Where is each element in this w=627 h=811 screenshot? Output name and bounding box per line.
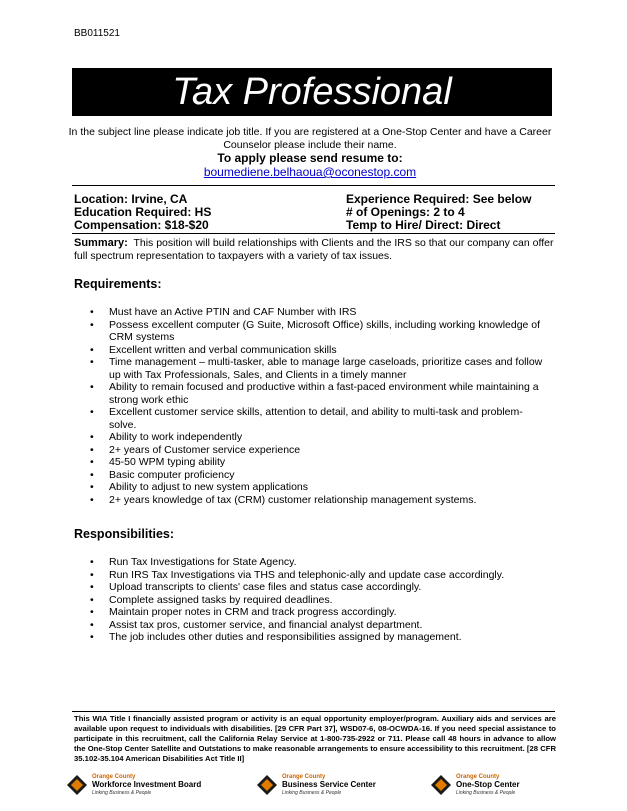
list-item: • Ability to remain focused and productive within a fast-paced environment while maintaining a strong work ethic bbox=[90, 381, 550, 406]
list-item: • 2+ years of Customer service experience bbox=[90, 444, 550, 457]
summary bbox=[74, 237, 554, 263]
divider bbox=[72, 711, 555, 712]
logo-line-2: Business Service Center bbox=[282, 780, 376, 789]
logo-tagline: Linking Business & People bbox=[456, 790, 516, 796]
title-banner bbox=[72, 68, 552, 116]
logo-tagline: Linking Business & People bbox=[282, 790, 342, 796]
list-item: • Run IRS Tax Investigations via THS and telephonic-ally and update case accordingly. bbox=[90, 569, 550, 582]
list-item: • Complete assigned tasks by required deadlines. bbox=[90, 594, 550, 607]
logo-one-stop-center bbox=[430, 772, 520, 798]
document-id: BB011521 bbox=[74, 28, 120, 39]
requirements-heading: Requirements: bbox=[74, 277, 162, 291]
list-item: • The job includes other duties and responsibilities assigned by management. bbox=[90, 631, 550, 644]
list-item: • Ability to work independently bbox=[90, 431, 550, 444]
list-item: • Maintain proper notes in CRM and track progress accordingly. bbox=[90, 606, 550, 619]
apply-email-link[interactable]: boumediene.belhaoua@oconestop.com bbox=[203, 165, 417, 179]
hire-type: Temp to Hire/ Direct: Direct bbox=[346, 218, 501, 232]
list-item: • Must have an Active PTIN and CAF Number with IRS bbox=[90, 306, 550, 319]
oc-logo-icon bbox=[66, 774, 88, 796]
responsibilities-list bbox=[90, 556, 550, 644]
list-item: • Upload transcripts to clients' case files and status case accordingly. bbox=[90, 581, 550, 594]
list-item: • 45-50 WPM typing ability bbox=[90, 456, 550, 469]
oc-logo-icon bbox=[430, 774, 452, 796]
list-item: • Excellent written and verbal communication skills bbox=[90, 344, 550, 357]
oc-logo-icon bbox=[256, 774, 278, 796]
list-item: • Run Tax Investigations for State Agency. bbox=[90, 556, 550, 569]
logo-business-service-center bbox=[256, 772, 376, 798]
divider bbox=[72, 185, 555, 186]
list-item: • Basic computer proficiency bbox=[90, 469, 550, 482]
divider bbox=[72, 233, 555, 234]
logo-line-1: Orange County bbox=[282, 774, 326, 780]
logo-line-2: Workforce Investment Board bbox=[92, 780, 202, 789]
logo-line-2: One-Stop Center bbox=[456, 780, 520, 789]
experience-required: Experience Required: See below bbox=[346, 192, 532, 206]
logo-tagline: Linking Business & People bbox=[92, 790, 152, 796]
logo-line-1: Orange County bbox=[456, 774, 500, 780]
compensation: Compensation: $18-$20 bbox=[74, 218, 209, 232]
list-item: • Time management – multi-tasker, able to manage large caseloads, prioritize cases and follow up with Tax Professionals, Sales, and Clients in a timely manner bbox=[90, 356, 550, 381]
intro-text: In the subject line please indicate job title. If you are registered at a One-Stop Center and have a Career Counselor please include their name. bbox=[68, 126, 552, 151]
education-required: Education Required: HS bbox=[74, 205, 212, 219]
list-item: • Excellent customer service skills, attention to detail, and ability to multi-task and problem-solve. bbox=[90, 406, 550, 431]
summary-label: Summary: bbox=[74, 237, 128, 249]
requirements-list bbox=[90, 306, 550, 506]
list-item: • Possess excellent computer (G Suite, Microsoft Office) skills, including working knowledge of CRM systems bbox=[90, 319, 550, 344]
logo-workforce-investment-board bbox=[66, 772, 201, 798]
responsibilities-heading: Responsibilities: bbox=[74, 527, 175, 541]
location: Location: Irvine, CA bbox=[74, 192, 188, 206]
logo-line-1: Orange County bbox=[92, 774, 136, 780]
job-title: Tax Professional bbox=[172, 71, 452, 113]
list-item: • Assist tax pros, customer service, and financial analyst department. bbox=[90, 619, 550, 632]
list-item: • Ability to adjust to new system applications bbox=[90, 481, 550, 494]
summary-text: This position will build relationships with Clients and the IRS so that our company can offer full spectrum representation to taxpayers with a variety of tax issues. bbox=[74, 237, 554, 262]
apply-label: To apply please send resume to: bbox=[217, 151, 403, 165]
disclaimer: This WIA Title I financially assisted program or activity is an equal opportunity employer/program. Auxiliary aids and services are available upon request to individuals with disabilities. [29 CFR Part 37], WSD07-6, 08-OCWDA-16. If you need special assistance to participate in this recruitment, call the California Relay Service at 1-800-735-2922 or 711. Please call 48 hours in advance to allow the One-Stop Center Satellite and Outstations to make reasonable arrangements to ensure accessibility to this recruitment. [28 CFR 35.102-35.104 American Disabilities Act Title II] bbox=[74, 714, 556, 763]
openings: # of Openings: 2 to 4 bbox=[346, 205, 465, 219]
list-item: • 2+ years knowledge of tax (CRM) customer relationship management systems. bbox=[90, 494, 550, 507]
